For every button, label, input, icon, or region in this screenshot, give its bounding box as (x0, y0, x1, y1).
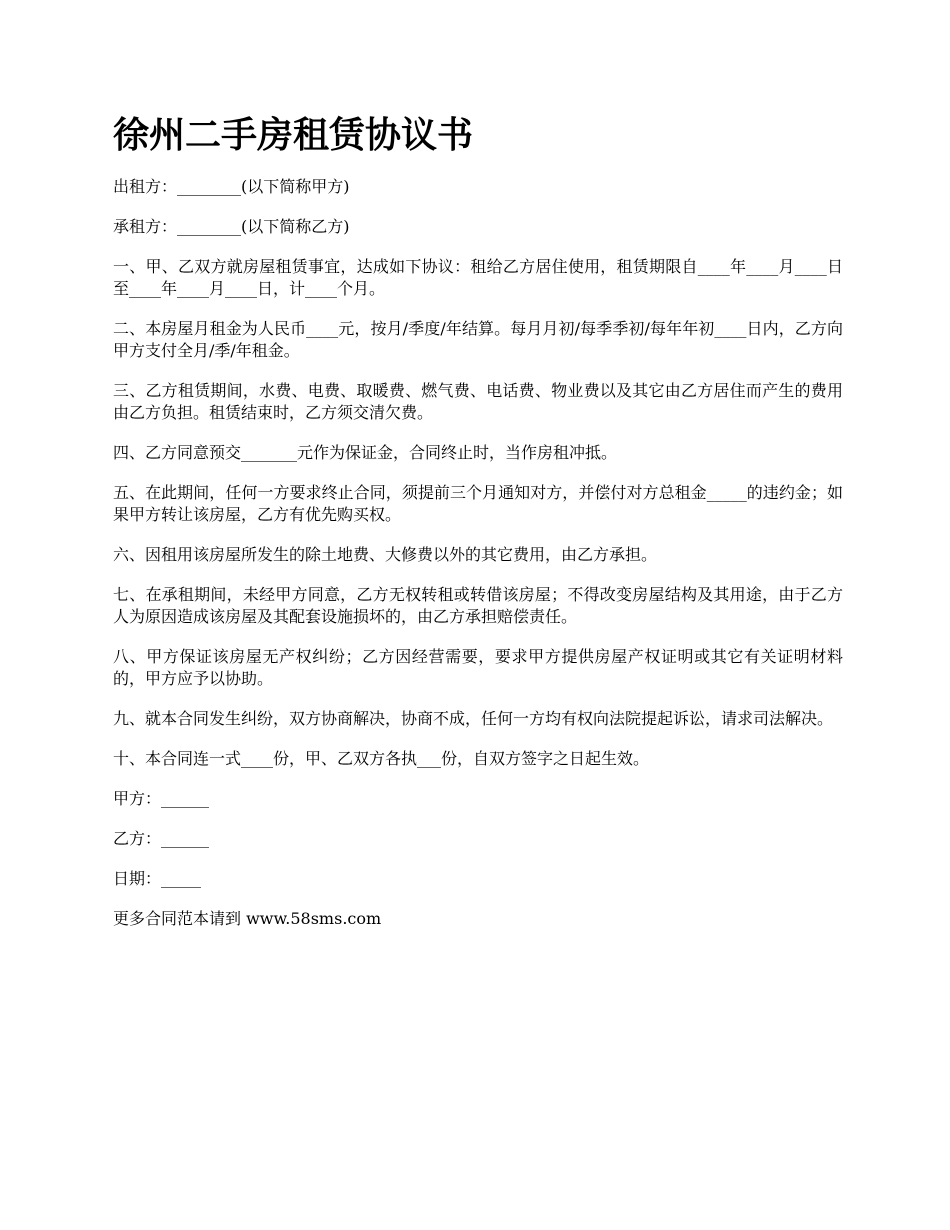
footer-note: 更多合同范本请到 www.58sms.com (113, 909, 382, 928)
clause-10: 十、本合同连一式____份，甲、乙双方各执___份，自双方签字之日起生效。 (113, 749, 650, 768)
clause-5: 五、在此期间，任何一方要求终止合同，须提前三个月通知对方，并偿付对方总租金_____的违约金；如果甲方转让该房屋，乙方有优先购买权。 (113, 483, 843, 524)
clause-4: 四、乙方同意预交_______元作为保证金，合同终止时，当作房租冲抵。 (113, 443, 618, 462)
clause-1: 一、甲、乙双方就房屋租赁事宜，达成如下协议：租给乙方居住使用，租赁期限自____年____月____日至____年____月____日，计____个月。 (113, 257, 843, 298)
clause-2: 二、本房屋月租金为人民币____元，按月/季度/年结算。每月月初/每季季初/每年年初____日内，乙方向甲方支付全月/季/年租金。 (113, 319, 843, 360)
document-page (113, 112, 843, 948)
clause-7: 七、在承租期间，未经甲方同意，乙方无权转租或转借该房屋；不得改变房屋结构及其用途，由于乙方人为原因造成该房屋及其配套设施损坏的，由乙方承担赔偿责任。 (113, 585, 843, 626)
clause-8: 八、甲方保证该房屋无产权纠纷；乙方因经营需要，要求甲方提供房屋产权证明或其它有关证明材料的，甲方应予以协助。 (113, 647, 843, 688)
party-a-signature: 甲方：______ (113, 789, 210, 808)
clause-6: 六、因租用该房屋所发生的除土地费、大修费以外的其它费用，由乙方承担。 (113, 545, 658, 564)
party-b-signature: 乙方：______ (113, 829, 210, 848)
date-line: 日期：_____ (113, 869, 202, 888)
lessee-line: 承租方：________(以下简称乙方) (113, 217, 350, 236)
clause-3: 三、乙方租赁期间，水费、电费、取暖费、燃气费、电话费、物业费以及其它由乙方居住而产生的费用由乙方负担。租赁结束时，乙方须交清欠费。 (113, 381, 843, 422)
document-title: 徐州二手房租赁协议书 (113, 115, 474, 156)
lessor-line: 出租方：________(以下简称甲方) (113, 177, 350, 196)
clause-9: 九、就本合同发生纠纷，双方协商解决，协商不成，任何一方均有权向法院提起诉讼，请求司法解决。 (113, 709, 834, 728)
